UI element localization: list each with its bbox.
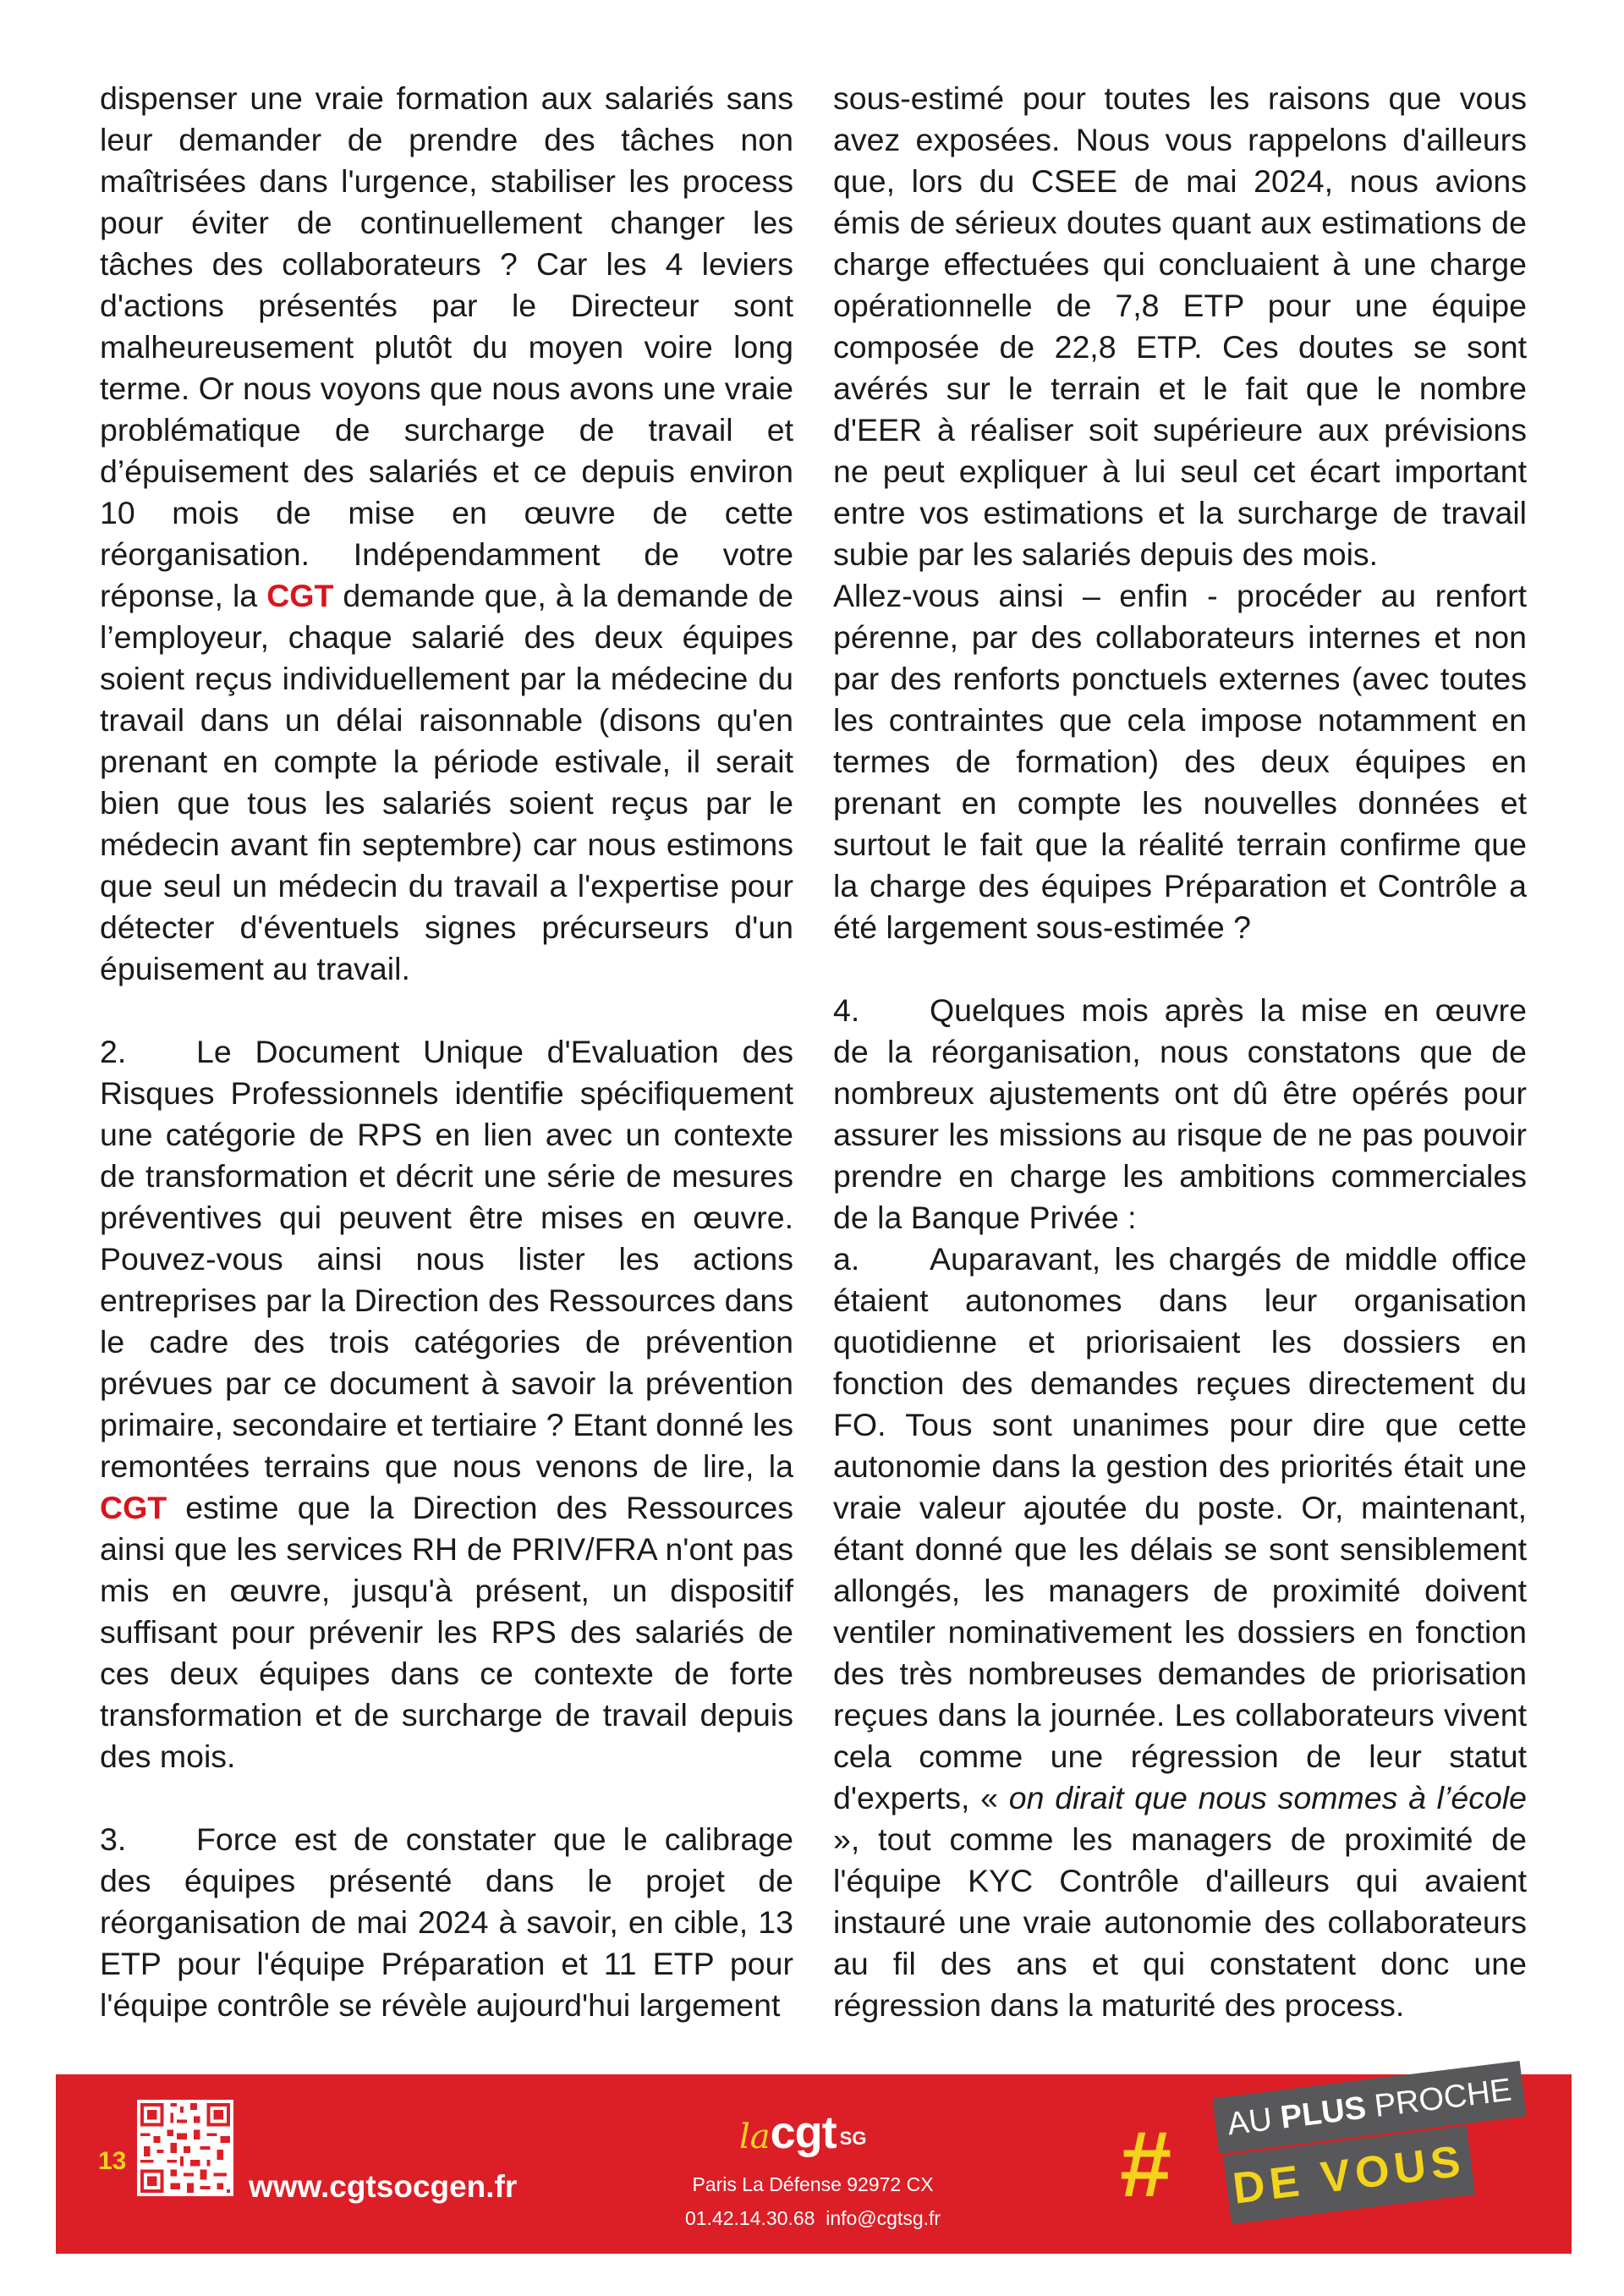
cgt-sg-logo: lacgt SG bbox=[739, 2107, 867, 2158]
contact-block bbox=[673, 2167, 952, 2235]
email-link[interactable]: info@cgtsg.fr bbox=[826, 2207, 941, 2229]
slogan-bottom-banner: DE VOUS bbox=[1223, 2126, 1475, 2225]
item-number: 4. bbox=[833, 992, 860, 1028]
phone-number: 01.42.14.30.68 bbox=[684, 2207, 815, 2229]
website-link[interactable]: www.cgtsocgen.fr bbox=[249, 2169, 518, 2204]
paragraph-2: 2. Le Document Unique d'Evaluation des Risques Professionnels identifie spécifiquement une catégorie de RPS en lien avec un contexte de transformation et décrit une série de mesures préventives qui peuvent être mises en œuvre. Pouvez-vous ainsi nous lister les actions entreprises par la Direction des Ressources dans le cadre des trois catégories de prévention prévues par ce document à savoir la prévention primaire, secondaire et tertiaire ? Etant donné les remontées terrains que nous venons de lire, la CGT estime que la Direction des Ressources ainsi que les services RH de PRIV/FRA n'ont pas mis en œuvre, jusqu'à présent, un dispositif suffisant pour prévenir les RPS des salariés de ces deux équipes dans ce contexte de forte transformation et de surcharge de travail depuis des mois. bbox=[100, 1031, 793, 1777]
paragraph-3-continued: sous-estimé pour toutes les raisons que vous avez exposées. Nous vous rappelons d'ailleurs que, lors du CSEE de mai 2024, nous avions émis de sérieux doutes quant aux estimations de charge effectuées qui concluaient à une charge opérationnelle de 7,8 ETP pour une équipe composée de 22,8 ETP. Ces doutes se sont avérés sur le terrain et le fait que le nombre d'EER à réaliser soit supérieure aux prévisions ne peut expliquer à lui seul cet écart important entre vos estimations et la surcharge de travail subie par les salariés depuis des mois. bbox=[833, 80, 1527, 572]
paragraph-3: 3. Force est de constater que le calibrage des équipes présenté dans le projet de réorganisation de mai 2024 à savoir, en cible, 13 ETP pour l'équipe Préparation et 11 ETP pour l'équipe contrôle se révèle aujourd'hui largement bbox=[100, 1819, 793, 2026]
cgt-highlight: CGT bbox=[100, 1490, 167, 1525]
right-column bbox=[833, 78, 1527, 2026]
page-number: 13 bbox=[98, 2147, 127, 2175]
paragraph-3-question: Allez-vous ainsi – enfin - procéder au renfort pérenne, par des collaborateurs internes et non par des renforts ponctuels externes (avec toutes les contraintes que cela impose notamment en termes de formation) des deux équipes en prenant en compte les nouvelles données et surtout le fait que la réalité terrain confirme que la charge des équipes Préparation et Contrôle a été largement sous-estimée ? bbox=[833, 578, 1527, 945]
qr-code-icon[interactable] bbox=[137, 2100, 233, 2196]
postal-address: Paris La Défense 92972 CX bbox=[692, 2173, 934, 2195]
footer-banner bbox=[56, 2074, 1572, 2254]
cgt-highlight: CGT bbox=[266, 578, 334, 613]
item-letter: a. bbox=[833, 1241, 860, 1277]
quote: on dirait que nous sommes à l’école bbox=[1008, 1780, 1527, 1815]
hashtag-icon: # bbox=[1120, 2112, 1172, 2216]
item-number: 2. bbox=[100, 1034, 127, 1069]
left-column bbox=[100, 78, 793, 2026]
item-number: 3. bbox=[100, 1821, 127, 1857]
slogan-top-banner: AU PLUS PROCHE bbox=[1212, 2061, 1526, 2154]
paragraph-4: 4. Quelques mois après la mise en œuvre de la réorganisation, nous constatons que de nombreux ajustements ont dû être opérés pour assurer les missions au risque de ne pas pouvoir prendre en charge les ambitions commerciales de la Banque Privée : bbox=[833, 990, 1527, 1239]
paragraph-4a: a. Auparavant, les chargés de middle office étaient autonomes dans leur organisation quotidienne et priorisaient les dossiers en fonction des demandes reçues directement du FO. Tous sont unanimes pour dire que cette autonomie dans la gestion des priorités était une vraie valeur ajoutée du poste. Or, maintenant, étant donné que les délais se sont sensiblement allongés, les managers de proximité doivent ventiler nominativement les dossiers en fonction des très nombreuses demandes de priorisation reçues dans la journée. Les collaborateurs vivent cela comme une régression de leur statut d'experts, « on dirait que nous sommes à l’école », tout comme les managers de proximité de l'équipe KYC Contrôle d'ailleurs qui avaient instauré une vraie autonomie des collaborateurs au fil des ans et qui constatent donc une régression dans la maturité des process. bbox=[833, 1239, 1527, 2026]
phone-email-line bbox=[673, 2201, 952, 2235]
paragraph-1-continued: dispenser une vraie formation aux salariés sans leur demander de prendre des tâches non maîtrisées dans l'urgence, stabiliser les process pour éviter de continuellement changer les tâches des collaborateurs ? Car les 4 leviers d'actions présentés par le Directeur sont malheureusement plutôt du moyen voire long terme. Or nous voyons que nous avons une vraie problématique de surcharge de travail et d’épuisement des salariés et ce depuis environ 10 mois de mise en œuvre de cette réorganisation. Indépendamment de votre réponse, la CGT demande que, à la demande de l’employeur, chaque salarié des deux équipes soient reçus individuellement par la médecine du travail dans un délai raisonnable (disons qu'en prenant en compte la période estivale, il serait bien que tous les salariés soient reçus par le médecin avant fin septembre) car nous estimons que seul un médecin du travail a l'expertise pour détecter d'éventuels signes précurseurs d'un épuisement au travail. bbox=[100, 80, 794, 986]
